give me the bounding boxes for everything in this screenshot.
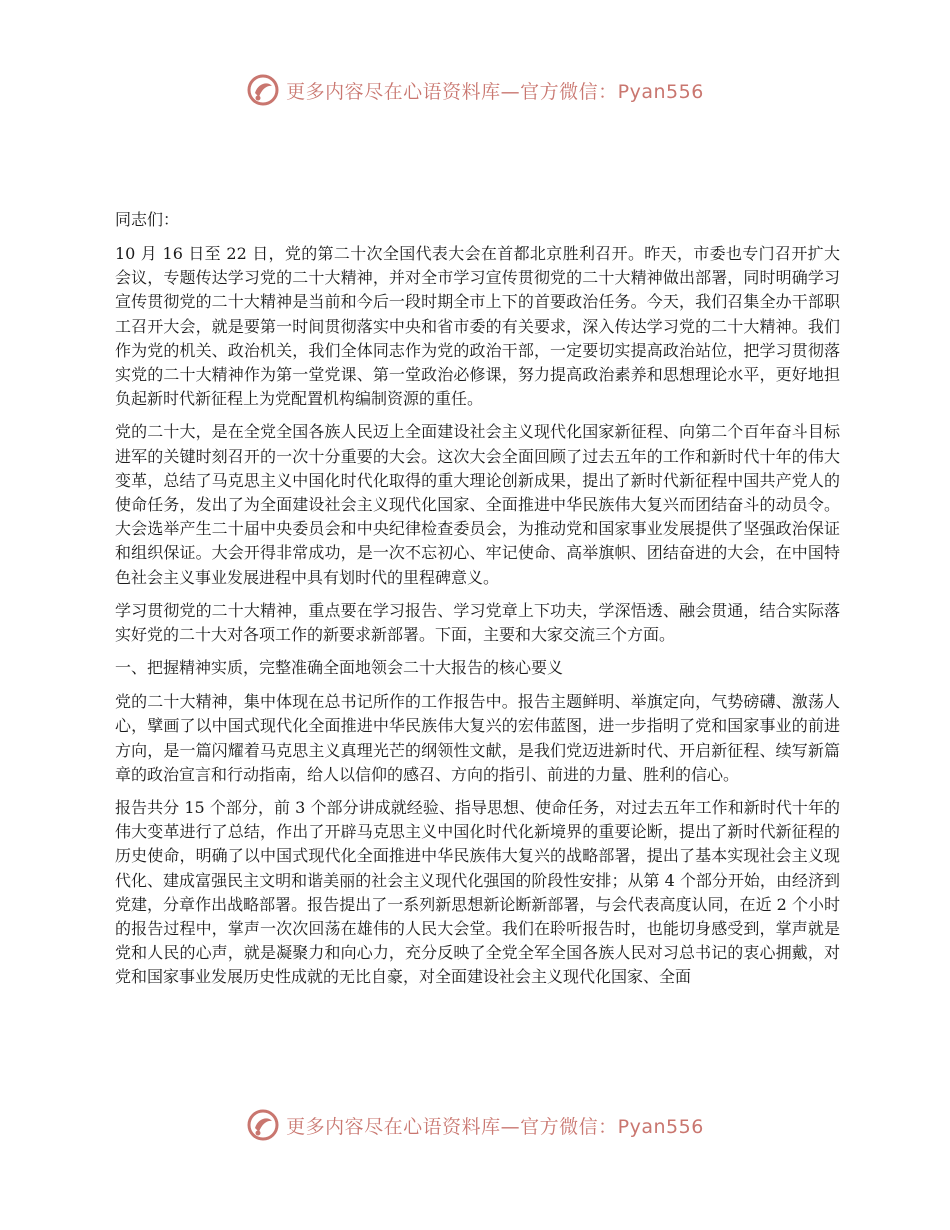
section-paragraph-2: 报告共分 15 个部分，前 3 个部分讲成就经验、指导思想、使命任务，对过去五年工作和新时代十年的伟大变革进行了总结，作出了开辟马克思主义中国化时代化新境界的重要论断，提出了新时代新征程的历史使命，明确了以中国式现代化全面推进中华民族伟大复兴的战略部署，提出了基本实现社会主义现代化、建成富强民主文明和谐美丽的社会主义现代化强国的阶段性安排；从第 4 个部分开始，由经济到党建，分章作出战略部署。报告提出了一系列新思想新论断新部署，与会代表高度认同，在近 2 个小时的报告过程中，掌声一次次回荡在雄伟的人民大会堂。我们在聆听报告时，也能切身感受到，掌声就是党和人民的心声，就是凝聚力和向心力，充分反映了全党全军全国各族人民对习总书记的衷心拥戴，对党和国家事业发展历史性成就的无比自豪，对全面建设社会主义现代化国家、全面 (115, 798, 840, 987)
section-paragraph-1: 党的二十大精神，集中体现在总书记所作的工作报告中。报告主题鲜明、举旗定向，气势磅礴、激荡人心，擘画了以中国式现代化全面推进中华民族伟大复兴的宏伟蓝图，进一步指明了党和国家事业的前进方向，是一篇闪耀着马克思主义真理光芒的纲领性文献，是我们党迈进新时代、开启新征程、续写新篇章的政治宣言和行动指南，给人以信仰的感召、方向的指引、前进的力量、胜利的信心。 (115, 692, 840, 784)
paragraph-3: 学习贯彻党的二十大精神，重点要在学习报告、学习党章上下功夫，学深悟透、融会贯通，结合实际落实好党的二十大对各项工作的新要求新部署。下面，主要和大家交流三个方面。 (115, 600, 840, 645)
header-watermark (0, 70, 950, 110)
greeting: 同志们： (115, 210, 180, 229)
section-heading: 一、把握精神实质，完整准确全面地领会二十大报告的核心要义 (115, 658, 564, 678)
watermark-text: 更多内容尽在心语资料库—官方微信：Pyan556 (286, 1115, 704, 1138)
paragraph-1: 10 月 16 日至 22 日，党的第二十次全国代表大会在首都北京胜利召开。昨天，市委也专门召开扩大会议，专题传达学习党的二十大精神，并对全市学习宣传贯彻党的二十大精神做出部署，同时明确学习宣传贯彻党的二十大精神是当前和今后一段时期全市上下的首要政治任务。今天，我们召集全办干部职工召开大会，就是要第一时间贯彻落实中央和省市委的有关要求，深入传达学习党的二十大精神。我们作为党的机关、政治机关，我们全体同志作为党的政治干部，一定要切实提高政治站位，把学习贯彻落实党的二十大精神作为第一堂党课、第一堂政治必修课，努力提高政治素养和思想理论水平，更好地担负起新时代新征程上为党配置机构编制资源的重任。 (115, 244, 840, 409)
brand-logo-icon (246, 73, 280, 107)
brand-logo-icon (246, 1108, 280, 1142)
footer-watermark (0, 1105, 950, 1145)
document-body (115, 208, 840, 999)
paragraph-2: 党的二十大，是在全党全国各族人民迈上全面建设社会主义现代化国家新征程、向第二个百年奋斗目标进军的关键时刻召开的一次十分重要的大会。这次大会全面回顾了过去五年的工作和新时代十年的伟大变革，总结了马克思主义中国化时代化取得的重大理论创新成果，提出了新时代新征程中国共产党人的使命任务，发出了为全面建设社会主义现代化国家、全面推进中华民族伟大复兴而团结奋斗的动员令。大会选举产生二十届中央委员会和中央纪律检查委员会，为推动党和国家事业发展提供了坚强政治保证和组织保证。大会开得非常成功，是一次不忘初心、牢记使命、高举旗帜、团结奋进的大会，在中国特色社会主义事业发展进程中具有划时代的里程碑意义。 (115, 422, 840, 587)
watermark-text: 更多内容尽在心语资料库—官方微信：Pyan556 (286, 80, 704, 103)
